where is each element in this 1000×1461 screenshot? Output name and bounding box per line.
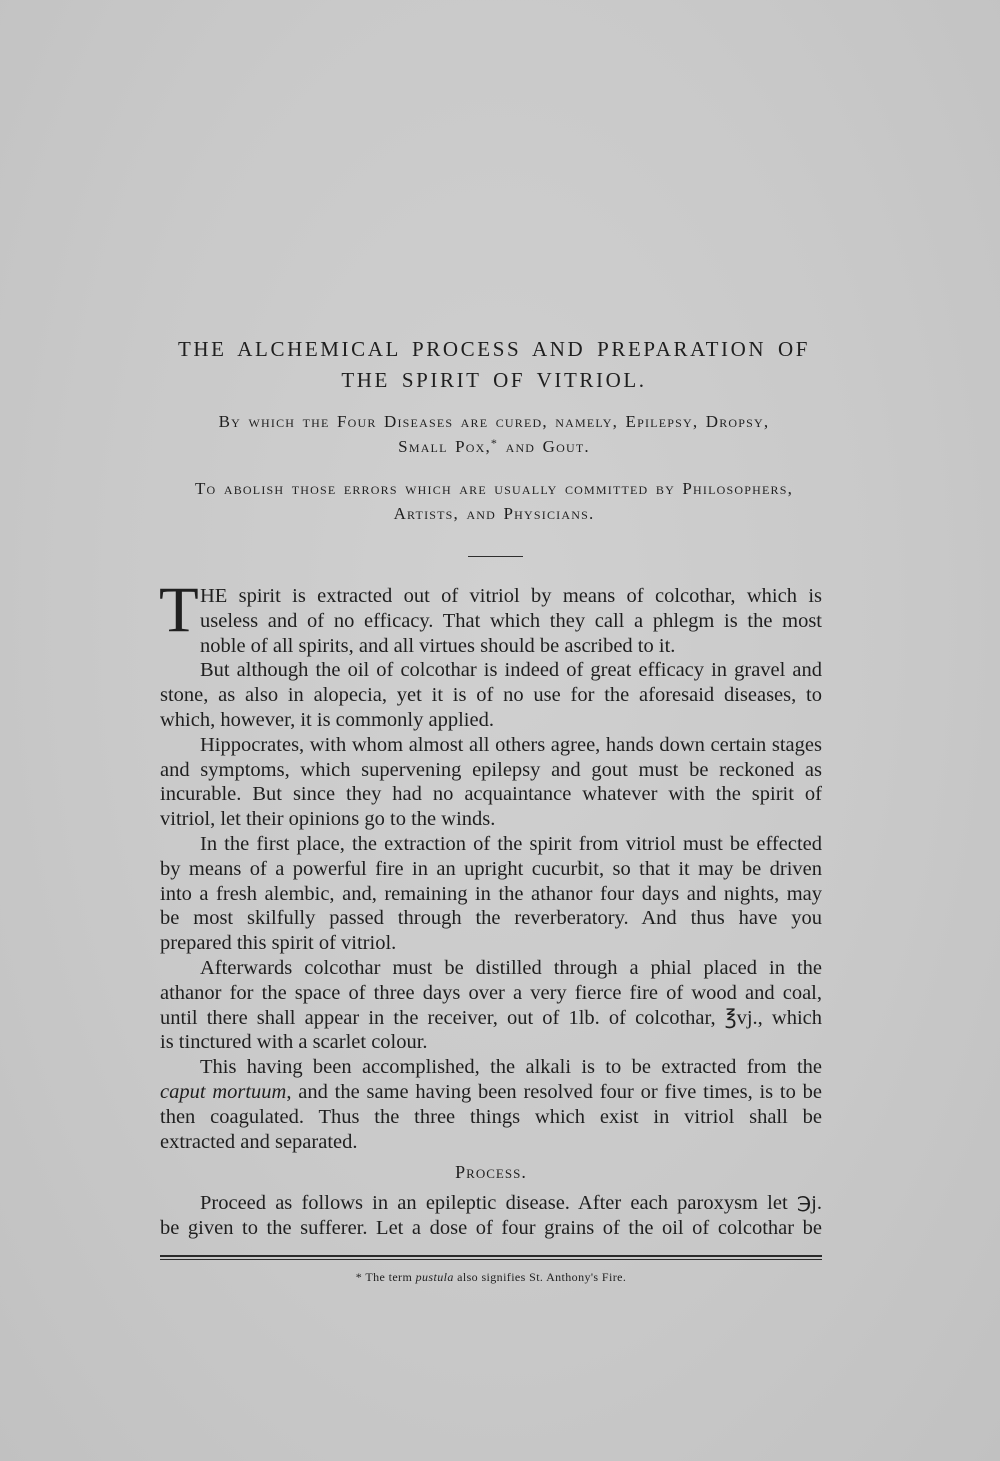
footnote-text: The term (362, 1270, 416, 1284)
section-divider (468, 556, 523, 557)
section-heading: Process. (455, 1162, 527, 1183)
subtitle (100, 409, 888, 459)
text-line: useless and of no efficacy. That which they call a phlegm is the most (200, 609, 822, 632)
footnote (160, 1269, 822, 1285)
purpose-line: Artists, and Physicians. (393, 504, 595, 523)
text-line: athanor for the space of three days over a very fierce fire of wood and coal, (160, 981, 822, 1004)
text-line: then coagulated. Thus the three things which exist in vitriol shall be (160, 1105, 822, 1128)
drop-cap: T (159, 574, 199, 646)
purpose-line: To abolish those errors which are usually committed by Philosophers, (194, 479, 794, 498)
subtitle-text: and Gout. (498, 437, 590, 456)
text-line: Proceed as follows in an epileptic disease. After each paroxysm let ℈j. (200, 1192, 822, 1215)
purpose-statement (100, 476, 888, 526)
footnote-marker: * (490, 436, 499, 450)
paragraph (160, 832, 822, 956)
text-line: into a fresh alembic, and, remaining in the athanor four days and nights, may (160, 882, 822, 905)
footnote-text: also signifies St. Anthony's Fire. (453, 1270, 627, 1284)
text-line: be most skilfully passed through the reverberatory. And thus have you (160, 907, 822, 930)
text-line: be given to the sufferer. Let a dose of four grains of the oil of colcothar be (160, 1216, 822, 1239)
body-text (159, 574, 823, 1241)
text-line: vitriol, let their opinions go to the winds. (160, 808, 496, 831)
subtitle-line: By which the Four Diseases are cured, namely, Epilepsy, Dropsy, (218, 412, 770, 431)
text-line-rest: , and the same having been resolved four or five times, is to be (286, 1080, 823, 1103)
text-line: stone, as also in alopecia, yet it is of no use for the aforesaid diseases, to (160, 684, 822, 707)
text-line (160, 1080, 822, 1105)
text-line: This having been accomplished, the alkali is to be extracted from the (200, 1056, 822, 1079)
paragraph (159, 574, 822, 658)
title-line: THE ALCHEMICAL PROCESS AND PREPARATION OF (177, 337, 811, 361)
paragraph (160, 956, 822, 1055)
subtitle-line (100, 434, 888, 459)
paragraph (160, 1055, 822, 1154)
text-line: incurable. But since they had no acquaintance whatever with the spirit of (160, 783, 822, 806)
paragraph (160, 658, 822, 732)
text-line: noble of all spirits, and all virtues should be ascribed to it. (200, 634, 676, 657)
latin-term: caput mortuum (160, 1080, 287, 1103)
text-line: extracted and separated. (160, 1130, 358, 1153)
footnote-rule (160, 1255, 822, 1260)
latin-term: pustula (415, 1270, 454, 1284)
footnote-marker: * (355, 1270, 363, 1284)
text-line: But although the oil of colcothar is indeed of great efficacy in gravel and (200, 659, 822, 682)
title-line: THE SPIRIT OF VITRIOL. (341, 368, 647, 392)
paragraph (160, 733, 822, 832)
text-line: Hippocrates, with whom almost all others agree, hands down certain stages (200, 733, 822, 756)
chapter-title (100, 334, 888, 396)
text-line: and symptoms, which supervening epilepsy and gout must be reckoned as (160, 758, 822, 781)
subtitle-text: Small Pox, (398, 437, 491, 456)
text-line: prepared this spirit of vitriol. (160, 932, 397, 955)
text-line: HE spirit is extracted out of vitriol by means of colcothar, which is (200, 585, 822, 607)
text-line: which, however, it is commonly applied. (160, 708, 494, 731)
text-line: until there shall appear in the receiver, out of 1lb. of colcothar, ℥vj., which (160, 1006, 822, 1029)
text-line: is tinctured with a scarlet colour. (160, 1031, 428, 1054)
text-line: In the first place, the extraction of the spirit from vitriol must be effected (200, 832, 822, 855)
text-line: Afterwards colcothar must be distilled through a phial placed in the (200, 956, 822, 979)
text-line: by means of a powerful fire in an upright cucurbit, so that it may be driven (160, 857, 822, 880)
paragraph (160, 1191, 822, 1241)
